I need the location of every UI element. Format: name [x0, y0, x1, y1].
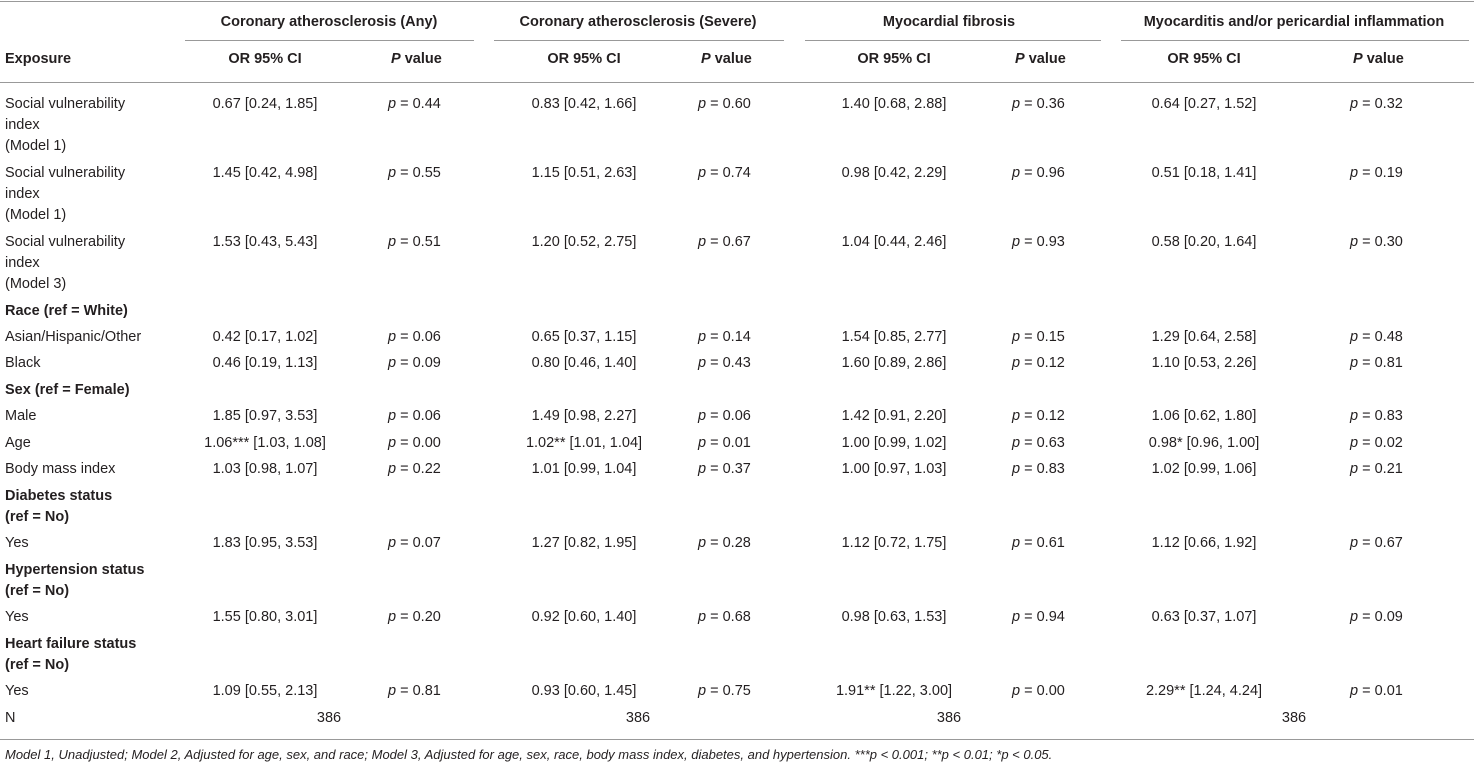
row-label: Body mass index [5, 461, 116, 477]
or-ci-cell: 1.02** [1.01, 1.04] [525, 435, 643, 451]
p-value-cell: p = 0.19 [1350, 165, 1403, 181]
top-rule [0, 1, 1474, 2]
row-label: Asian/Hispanic/Other [5, 329, 142, 345]
or-ci-cell: 0.67 [0.24, 1.85] [212, 96, 318, 112]
p-value-cell: p = 0.75 [698, 683, 751, 699]
p-value-cell: p = 0.37 [698, 461, 751, 477]
group-header-myocarditis: Myocarditis and/or pericardial inflammation [1143, 14, 1445, 30]
row-label: Diabetes status (ref = No) [5, 488, 113, 525]
p-value-cell: p = 0.01 [1350, 683, 1403, 699]
or-ci-cell: 1.01 [0.99, 1.04] [531, 461, 637, 477]
or-ci-cell: 1.27 [0.82, 1.95] [531, 535, 637, 551]
or-ci-cell: 1.60 [0.89, 2.86] [841, 355, 947, 371]
p-value-cell: p = 0.44 [388, 96, 441, 112]
or-ci-cell: 0.46 [0.19, 1.13] [212, 355, 318, 371]
header-rule [0, 82, 1474, 83]
p-value-cell: p = 0.21 [1350, 461, 1403, 477]
row-label: Yes [5, 683, 29, 699]
p-value-cell: p = 0.15 [1012, 329, 1065, 345]
p-value-cell: p = 0.28 [698, 535, 751, 551]
row-label: Social vulnerability index (Model 1) [5, 165, 126, 223]
or-ci-header: OR 95% CI [1167, 51, 1241, 67]
or-ci-cell: 1.45 [0.42, 4.98] [212, 165, 318, 181]
n-cell: 386 [316, 710, 342, 726]
p-value-cell: p = 0.12 [1012, 408, 1065, 424]
row-label: Race (ref = White) [5, 303, 128, 319]
group-underline [1121, 40, 1469, 41]
or-ci-cell: 1.00 [0.99, 1.02] [841, 435, 947, 451]
p-value-cell: p = 0.30 [1350, 234, 1403, 250]
p-value-cell: p = 0.93 [1012, 234, 1065, 250]
row-label: Social vulnerability index (Model 1) [5, 96, 126, 154]
or-ci-cell: 0.63 [0.37, 1.07] [1151, 609, 1257, 625]
group-underline [805, 40, 1101, 41]
row-label: Hypertension status (ref = No) [5, 562, 145, 599]
or-ci-cell: 1.85 [0.97, 3.53] [212, 408, 318, 424]
p-value-cell: p = 0.48 [1350, 329, 1403, 345]
or-ci-cell: 0.51 [0.18, 1.41] [1151, 165, 1257, 181]
row-label: Yes [5, 609, 29, 625]
n-cell: 386 [1281, 710, 1307, 726]
or-ci-cell: 0.80 [0.46, 1.40] [531, 355, 637, 371]
p-value-cell: p = 0.83 [1012, 461, 1065, 477]
or-ci-cell: 1.29 [0.64, 2.58] [1151, 329, 1257, 345]
or-ci-cell: 0.58 [0.20, 1.64] [1151, 234, 1257, 250]
row-label: Black [5, 355, 41, 371]
or-ci-cell: 1.91** [1.22, 3.00] [835, 683, 953, 699]
p-value-cell: p = 0.06 [388, 329, 441, 345]
or-ci-cell: 1.12 [0.66, 1.92] [1151, 535, 1257, 551]
row-label: N [5, 710, 16, 726]
p-value-cell: p = 0.09 [388, 355, 441, 371]
p-value-cell: p = 0.09 [1350, 609, 1403, 625]
p-value-cell: p = 0.00 [388, 435, 441, 451]
n-cell: 386 [625, 710, 651, 726]
p-value-cell: p = 0.43 [698, 355, 751, 371]
or-ci-cell: 0.65 [0.37, 1.15] [531, 329, 637, 345]
or-ci-cell: 1.53 [0.43, 5.43] [212, 234, 318, 250]
p-value-cell: p = 0.06 [698, 408, 751, 424]
or-ci-cell: 1.04 [0.44, 2.46] [841, 234, 947, 250]
p-value-cell: p = 0.61 [1012, 535, 1065, 551]
group-header-myocardial-fibrosis: Myocardial fibrosis [882, 14, 1016, 30]
p-value-cell: p = 0.32 [1350, 96, 1403, 112]
or-ci-cell: 0.98 [0.42, 2.29] [841, 165, 947, 181]
p-value-cell: p = 0.60 [698, 96, 751, 112]
or-ci-cell: 0.64 [0.27, 1.52] [1151, 96, 1257, 112]
or-ci-cell: 1.49 [0.98, 2.27] [531, 408, 637, 424]
or-ci-cell: 1.10 [0.53, 2.26] [1151, 355, 1257, 371]
p-value-cell: p = 0.51 [388, 234, 441, 250]
group-header-coronary-any: Coronary atherosclerosis (Any) [220, 14, 438, 30]
p-value-header: P value [1015, 51, 1066, 67]
p-value-cell: p = 0.94 [1012, 609, 1065, 625]
p-value-cell: p = 0.12 [1012, 355, 1065, 371]
bottom-rule [0, 739, 1474, 740]
p-value-cell: p = 0.67 [698, 234, 751, 250]
p-value-cell: p = 0.22 [388, 461, 441, 477]
p-value-cell: p = 0.68 [698, 609, 751, 625]
row-label: Age [5, 435, 31, 451]
or-ci-cell: 1.54 [0.85, 2.77] [841, 329, 947, 345]
row-label: Heart failure status (ref = No) [5, 636, 137, 673]
group-underline [185, 40, 474, 41]
p-value-cell: p = 0.63 [1012, 435, 1065, 451]
or-ci-cell: 1.06*** [1.03, 1.08] [204, 435, 326, 451]
p-value-header: P value [391, 51, 442, 67]
n-cell: 386 [936, 710, 962, 726]
or-ci-cell: 1.06 [0.62, 1.80] [1151, 408, 1257, 424]
group-header-coronary-severe: Coronary atherosclerosis (Severe) [519, 14, 757, 30]
p-value-cell: p = 0.02 [1350, 435, 1403, 451]
p-value-cell: p = 0.20 [388, 609, 441, 625]
or-ci-cell: 0.98 [0.63, 1.53] [841, 609, 947, 625]
or-ci-cell: 1.12 [0.72, 1.75] [841, 535, 947, 551]
or-ci-cell: 1.42 [0.91, 2.20] [841, 408, 947, 424]
p-value-cell: p = 0.67 [1350, 535, 1403, 551]
p-value-cell: p = 0.74 [698, 165, 751, 181]
or-ci-header: OR 95% CI [228, 51, 302, 67]
p-value-cell: p = 0.55 [388, 165, 441, 181]
group-underline [494, 40, 784, 41]
or-ci-cell: 0.83 [0.42, 1.66] [531, 96, 637, 112]
or-ci-cell: 1.02 [0.99, 1.06] [1151, 461, 1257, 477]
or-ci-cell: 0.98* [0.96, 1.00] [1148, 435, 1260, 451]
p-value-cell: p = 0.36 [1012, 96, 1065, 112]
p-value-header: P value [701, 51, 752, 67]
exposure-header: Exposure [5, 51, 72, 67]
row-label: Social vulnerability index (Model 3) [5, 234, 126, 292]
p-value-cell: p = 0.06 [388, 408, 441, 424]
or-ci-cell: 1.20 [0.52, 2.75] [531, 234, 637, 250]
or-ci-cell: 1.55 [0.80, 3.01] [212, 609, 318, 625]
p-value-cell: p = 0.14 [698, 329, 751, 345]
table-footnote: Model 1, Unadjusted; Model 2, Adjusted for age, sex, and race; Model 3, Adjusted for age, sex, race, body mass index, diabetes, and hypertension. ***p < 0.001; **p < 0.01; *p < 0.05. [5, 747, 1053, 762]
p-value-cell: p = 0.81 [1350, 355, 1403, 371]
or-ci-cell: 2.29** [1.24, 4.24] [1145, 683, 1263, 699]
or-ci-header: OR 95% CI [547, 51, 621, 67]
or-ci-cell: 0.42 [0.17, 1.02] [212, 329, 318, 345]
or-ci-cell: 1.15 [0.51, 2.63] [531, 165, 637, 181]
or-ci-cell: 0.93 [0.60, 1.45] [531, 683, 637, 699]
p-value-cell: p = 0.81 [388, 683, 441, 699]
row-label: Yes [5, 535, 29, 551]
p-value-header: P value [1353, 51, 1404, 67]
p-value-cell: p = 0.83 [1350, 408, 1403, 424]
or-ci-cell: 1.03 [0.98, 1.07] [212, 461, 318, 477]
or-ci-cell: 0.92 [0.60, 1.40] [531, 609, 637, 625]
p-value-cell: p = 0.01 [698, 435, 751, 451]
or-ci-header: OR 95% CI [857, 51, 931, 67]
row-label: Sex (ref = Female) [5, 382, 130, 398]
row-label: Male [5, 408, 37, 424]
or-ci-cell: 1.09 [0.55, 2.13] [212, 683, 318, 699]
or-ci-cell: 1.83 [0.95, 3.53] [212, 535, 318, 551]
p-value-cell: p = 0.07 [388, 535, 441, 551]
p-value-cell: p = 0.96 [1012, 165, 1065, 181]
or-ci-cell: 1.00 [0.97, 1.03] [841, 461, 947, 477]
or-ci-cell: 1.40 [0.68, 2.88] [841, 96, 947, 112]
p-value-cell: p = 0.00 [1012, 683, 1065, 699]
